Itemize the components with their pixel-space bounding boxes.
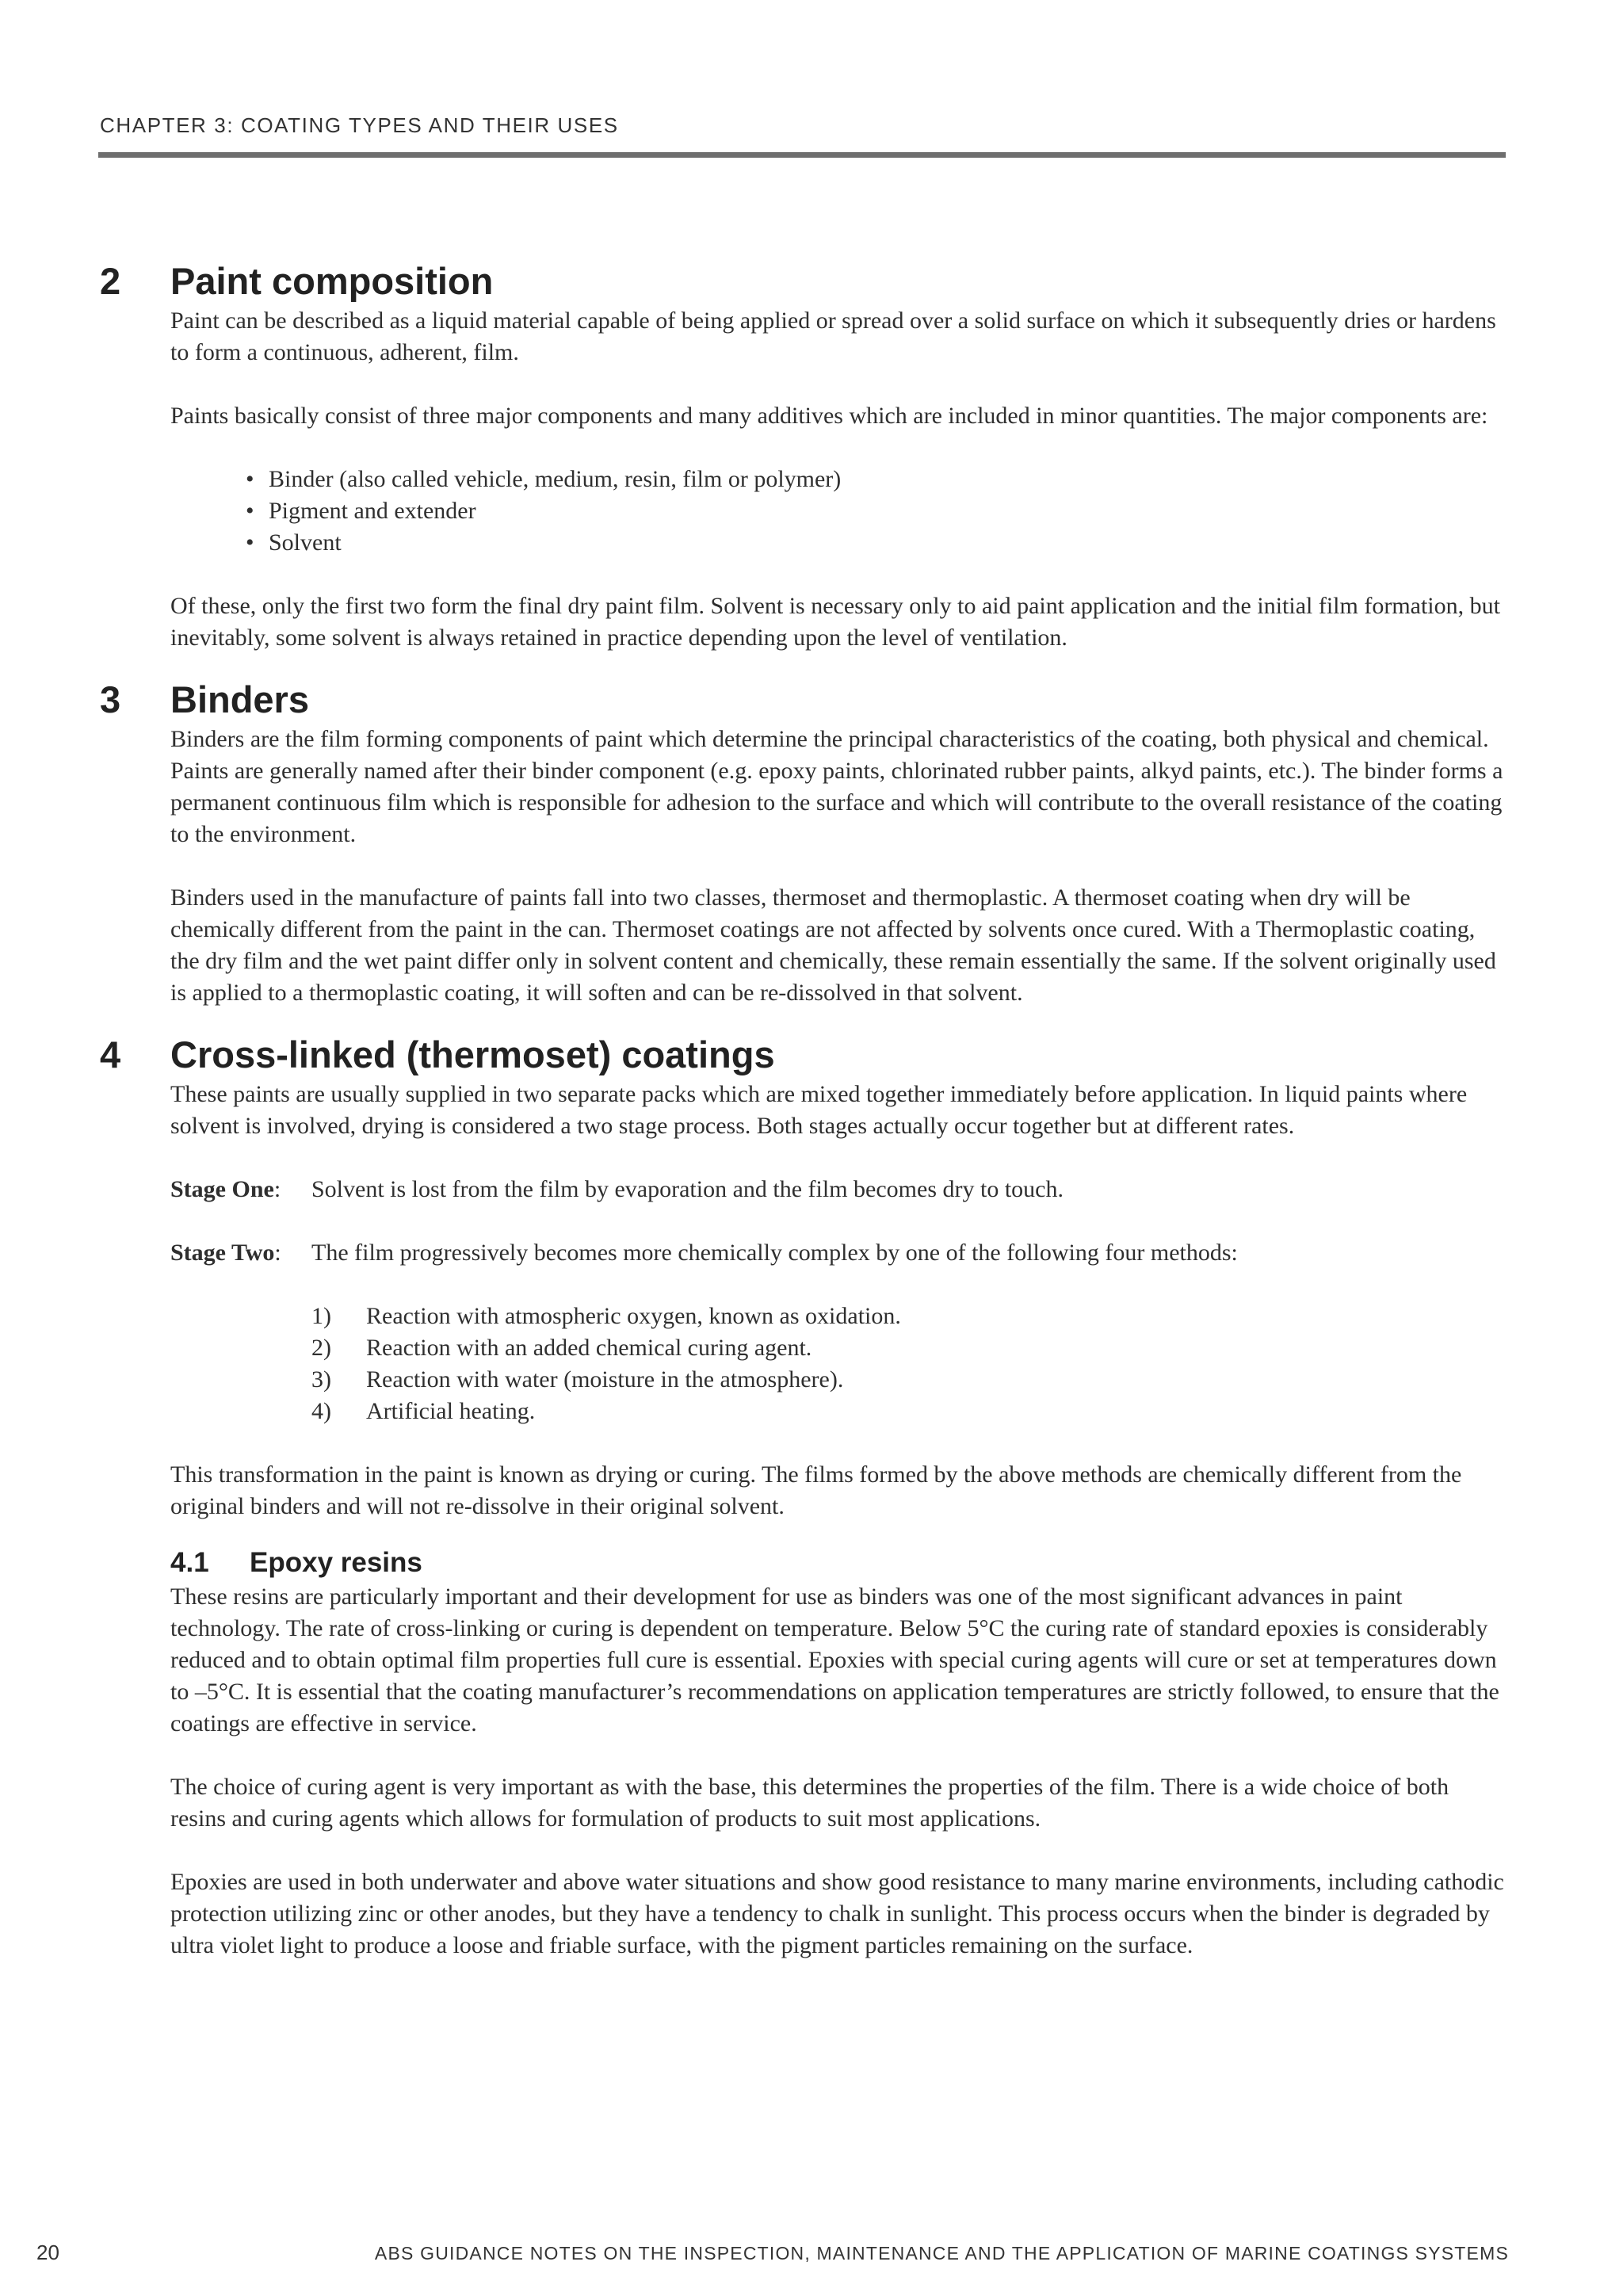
paragraph: Paints basically consist of three major components and many additives which are included in minor quantities. The major components are: — [170, 403, 1488, 429]
paragraph: Binders are the film forming components of paint which determine the principal characteristics of the coating, both physical and chemical. Paints are generally named after their binder component (e.g. epoxy paints, chlorinated rubber paints, alkyd paints, etc.). The binder forms a permanent continuous film which is responsible for adhesion to the surface and which will contribute to the overall resistance of the coating to the environment. — [170, 726, 1503, 847]
list-item — [0, 1301, 1623, 1332]
subsection-epoxy-resins — [0, 1545, 1623, 1962]
section-title: Binders — [170, 678, 309, 720]
list-item — [0, 1364, 1623, 1396]
stage-one — [0, 1174, 1623, 1205]
footer-publication-title: ABS GUIDANCE NOTES ON THE INSPECTION, MAINTENANCE AND THE APPLICATION OF MARINE COATINGS SYSTEMS — [374, 2243, 1509, 2264]
stage-text: Solvent is lost from the film by evaporation and the film becomes dry to touch. — [311, 1176, 1064, 1202]
paragraph: The choice of curing agent is very important as with the base, this determines the properties of the film. There is a wide choice of both resins and curing agents which allows for formulation of products to suit most applications. — [170, 1774, 1449, 1832]
section-number: 2 — [100, 260, 121, 302]
subsection-title: Epoxy resins — [250, 1547, 422, 1578]
section-paint-composition — [0, 258, 1623, 654]
paragraph: This transformation in the paint is known as drying or curing. The films formed by the above methods are chemically different from the original binders and will not re-dissolve in their original solvent. — [170, 1461, 1462, 1519]
list-item — [0, 495, 1623, 527]
list-item — [0, 527, 1623, 559]
list-item-text: Reaction with an added chemical curing agent. — [366, 1335, 812, 1361]
subsection-heading — [0, 1545, 1623, 1581]
section-cross-linked-coatings — [0, 1031, 1623, 1522]
list-item — [0, 1332, 1623, 1364]
paragraph: These paints are usually supplied in two separate packs which are mixed together immediately before application. In liquid paints where solvent is involved, drying is considered a two stage process. Both stages actually occur together but at different rates. — [170, 1081, 1468, 1139]
section-heading — [0, 258, 1623, 305]
paragraph: Paint can be described as a liquid material capable of being applied or spread over a solid surface on which it subsequently dries or hardens to form a continuous, adherent, film. — [170, 308, 1496, 365]
paragraph: Epoxies are used in both underwater and above water situations and show good resistance to many marine environments, including cathodic protection utilizing zinc or other anodes, but they have a tendency to chalk in sunlight. This process occurs when the binder is degraded by ultra violet light to produce a loose and friable surface, with the pigment particles remaining on the surface. — [170, 1869, 1504, 1958]
section-title: Paint composition — [170, 260, 494, 302]
paragraph: These resins are particularly important and their development for use as binders was one of the most significant advances in paint technology. The rate of cross-linking or curing is dependent on temperature. Below 5°C the curing rate of standard epoxies is considerably reduced and to obtain optimal film properties full cure is essential. Epoxies with special curing agents will cure or set at temperatures down to –5°C. It is essential that the coating manufacturer’s recommendations on application temperatures are strictly followed, to ensure that the coatings are effective in service. — [170, 1584, 1499, 1736]
section-heading — [0, 1031, 1623, 1079]
bullet-icon: • — [246, 498, 254, 524]
list-number: 1) — [311, 1303, 331, 1329]
paragraph: Of these, only the first two form the final dry paint film. Solvent is necessary only to aid paint application and the initial film formation, but inevitably, some solvent is always retained in practice depending upon the level of ventilation. — [170, 593, 1500, 651]
section-heading — [0, 676, 1623, 724]
list-item-text: Reaction with water (moisture in the atmosphere). — [366, 1366, 844, 1392]
section-title: Cross-linked (thermoset) coatings — [170, 1033, 775, 1075]
list-number: 2) — [311, 1335, 331, 1361]
header-divider — [98, 152, 1506, 158]
stage-label: Stage Two: — [170, 1240, 281, 1266]
list-number: 3) — [311, 1366, 331, 1392]
section-binders — [0, 676, 1623, 1009]
list-number: 4) — [311, 1398, 331, 1424]
bullet-icon: • — [246, 529, 254, 556]
component-list — [0, 464, 1623, 559]
section-number: 3 — [100, 678, 121, 720]
list-item-text: Artificial heating. — [366, 1398, 536, 1424]
document-body — [0, 258, 1623, 1993]
list-item-text: Reaction with atmospheric oxygen, known as oxidation. — [366, 1303, 901, 1329]
curing-methods-list — [0, 1301, 1623, 1427]
bullet-icon: • — [246, 466, 254, 492]
subsection-number: 4.1 — [170, 1547, 209, 1578]
paragraph: Binders used in the manufacture of paints fall into two classes, thermoset and thermoplastic. A thermoset coating when dry will be chemically different from the paint in the can. Thermoset coatings are not affected by solvents once cured. With a Thermoplastic coating, the dry film and the wet paint differ only in solvent content and chemically, these remain essentially the same. If the solvent originally used is applied to a thermoplastic coating, it will soften and can be re-dissolved in that solvent. — [170, 884, 1496, 1006]
list-item-text: Pigment and extender — [269, 498, 476, 524]
list-item — [0, 464, 1623, 495]
list-item-text: Binder (also called vehicle, medium, resin, film or polymer) — [269, 466, 842, 492]
list-item-text: Solvent — [269, 529, 342, 556]
stage-text: The film progressively becomes more chemically complex by one of the following four methods: — [311, 1240, 1238, 1266]
stage-label: Stage One: — [170, 1176, 281, 1202]
stage-two — [0, 1237, 1623, 1269]
section-number: 4 — [100, 1033, 121, 1075]
chapter-header: CHAPTER 3: COATING TYPES AND THEIR USES — [100, 113, 619, 137]
page-number: 20 — [36, 2241, 59, 2264]
list-item — [0, 1396, 1623, 1427]
